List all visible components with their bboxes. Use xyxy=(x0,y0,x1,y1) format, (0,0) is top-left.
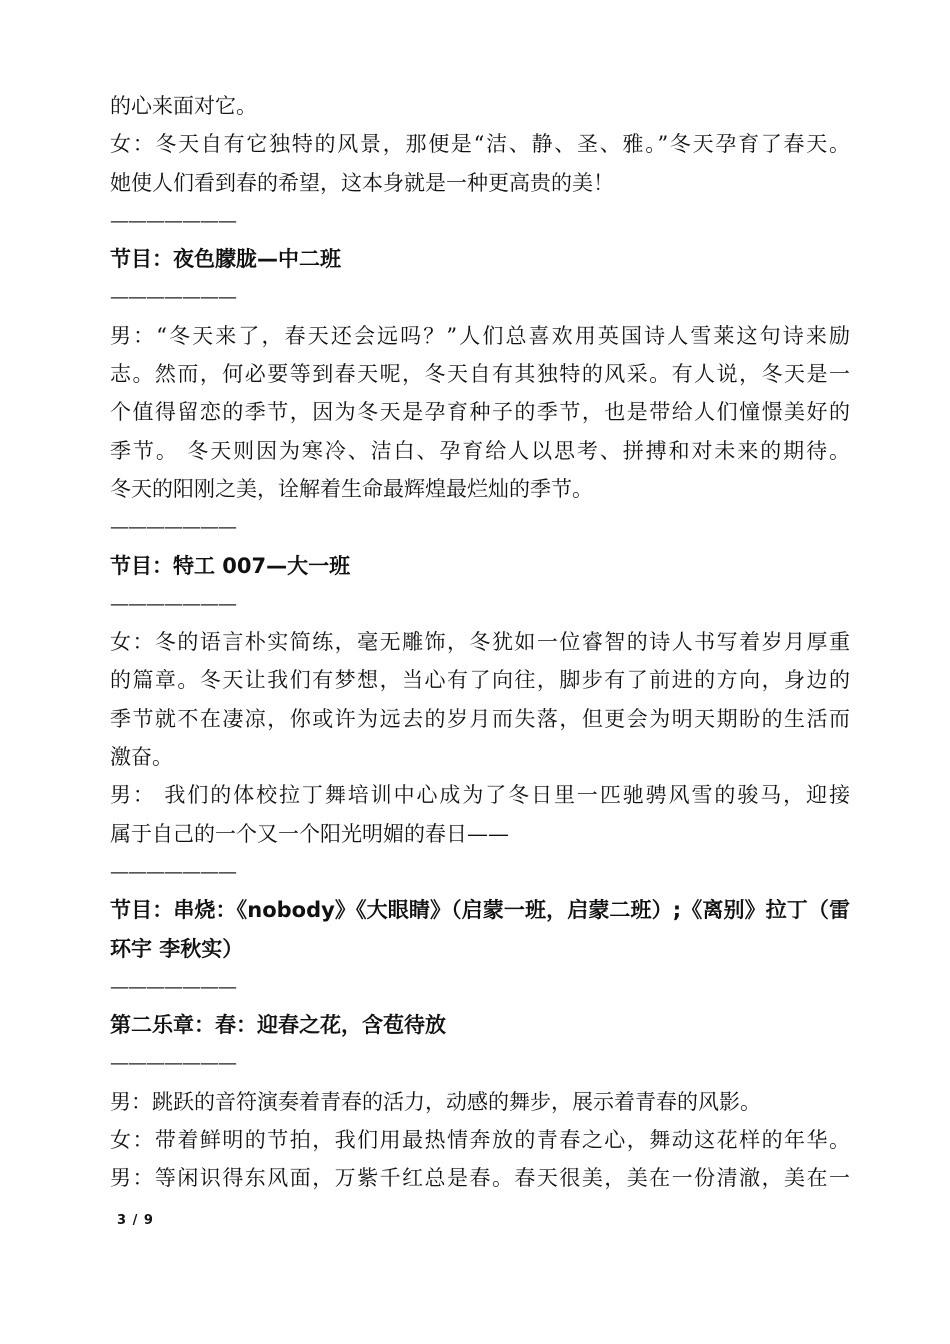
section-separator: ——————— xyxy=(110,592,236,615)
body-text-line: 男： 我们的体校拉丁舞培训中心成为了冬日里一匹驰骋风雪的骏马，迎接 xyxy=(110,783,850,808)
body-text-line: 的篇章。冬天让我们有梦想，当心有了向往，脚步有了前进的方向，身边的 xyxy=(110,668,850,693)
body-text-line: 男：“冬天来了，春天还会远吗？”人们总喜欢用英国诗人雪莱这句诗来励 xyxy=(110,323,850,348)
body-text-line: 男：等闲识得东风面，万紫千红总是春。春天很美，美在一份清澈，美在一 xyxy=(110,1166,850,1191)
page-number: 3 / 9 xyxy=(117,1213,154,1228)
section-separator: ——————— xyxy=(110,286,236,309)
section-separator: ——————— xyxy=(110,975,236,998)
section-separator: ——————— xyxy=(110,516,236,539)
body-text-line: 季节就不在凄凉，你或许为远去的岁月而失落，但更会为明天期盼的生活而 xyxy=(110,706,850,731)
body-text-line: 她使人们看到春的希望，这本身就是一种更高贵的美！ xyxy=(110,170,614,195)
body-text-line: 男：跳跃的音符演奏着青春的活力，动感的舞步，展示着青春的风影。 xyxy=(110,1089,761,1114)
body-text-line: 女：带着鲜明的节拍，我们用最热情奔放的青春之心，舞动这花样的年华。 xyxy=(110,1128,850,1153)
body-text-line: 志。然而，何必要等到春天呢，冬天自有其独特的风采。有人说，冬天是一 xyxy=(110,362,850,387)
body-text-line: 季节。 冬天则因为寒冷、洁白、孕育给人以思考、拼搏和对未来的期待。 xyxy=(110,438,850,463)
program-heading: 第二乐章：春：迎春之花，含苞待放 xyxy=(110,1013,446,1038)
program-heading: 环宇 李秋实） xyxy=(110,936,244,961)
program-heading: 节目：特工 007—大一班 xyxy=(110,553,351,578)
body-text-line: 属于自己的一个又一个阳光明媚的春日—— xyxy=(110,821,509,846)
program-heading: 节目：串烧：《nobody》《大眼睛》（启蒙一班，启蒙二班）;《离别》拉丁（雷 xyxy=(110,898,850,923)
section-separator: ——————— xyxy=(110,1052,236,1075)
document-body xyxy=(110,87,850,1198)
section-separator: ——————— xyxy=(110,860,236,883)
body-text-line: 个值得留恋的季节，因为冬天是孕育种子的季节，也是带给人们憧憬美好的 xyxy=(110,400,850,425)
program-heading: 节目：夜色朦胧—中二班 xyxy=(110,247,341,272)
body-text-line: 冬天的阳刚之美，诠解着生命最辉煌最烂灿的季节。 xyxy=(110,476,593,501)
body-text-line: 的心来面对它。 xyxy=(110,94,257,118)
body-text-line: 女：冬天自有它独特的风景，那便是“洁、静、圣、雅。”冬天孕育了春天。 xyxy=(110,132,850,157)
body-text-line: 女：冬的语言朴实简练，毫无雕饰，冬犹如一位睿智的诗人书写着岁月厚重 xyxy=(110,630,850,655)
body-text-line: 激奋。 xyxy=(110,745,173,770)
section-separator: ——————— xyxy=(110,209,236,232)
